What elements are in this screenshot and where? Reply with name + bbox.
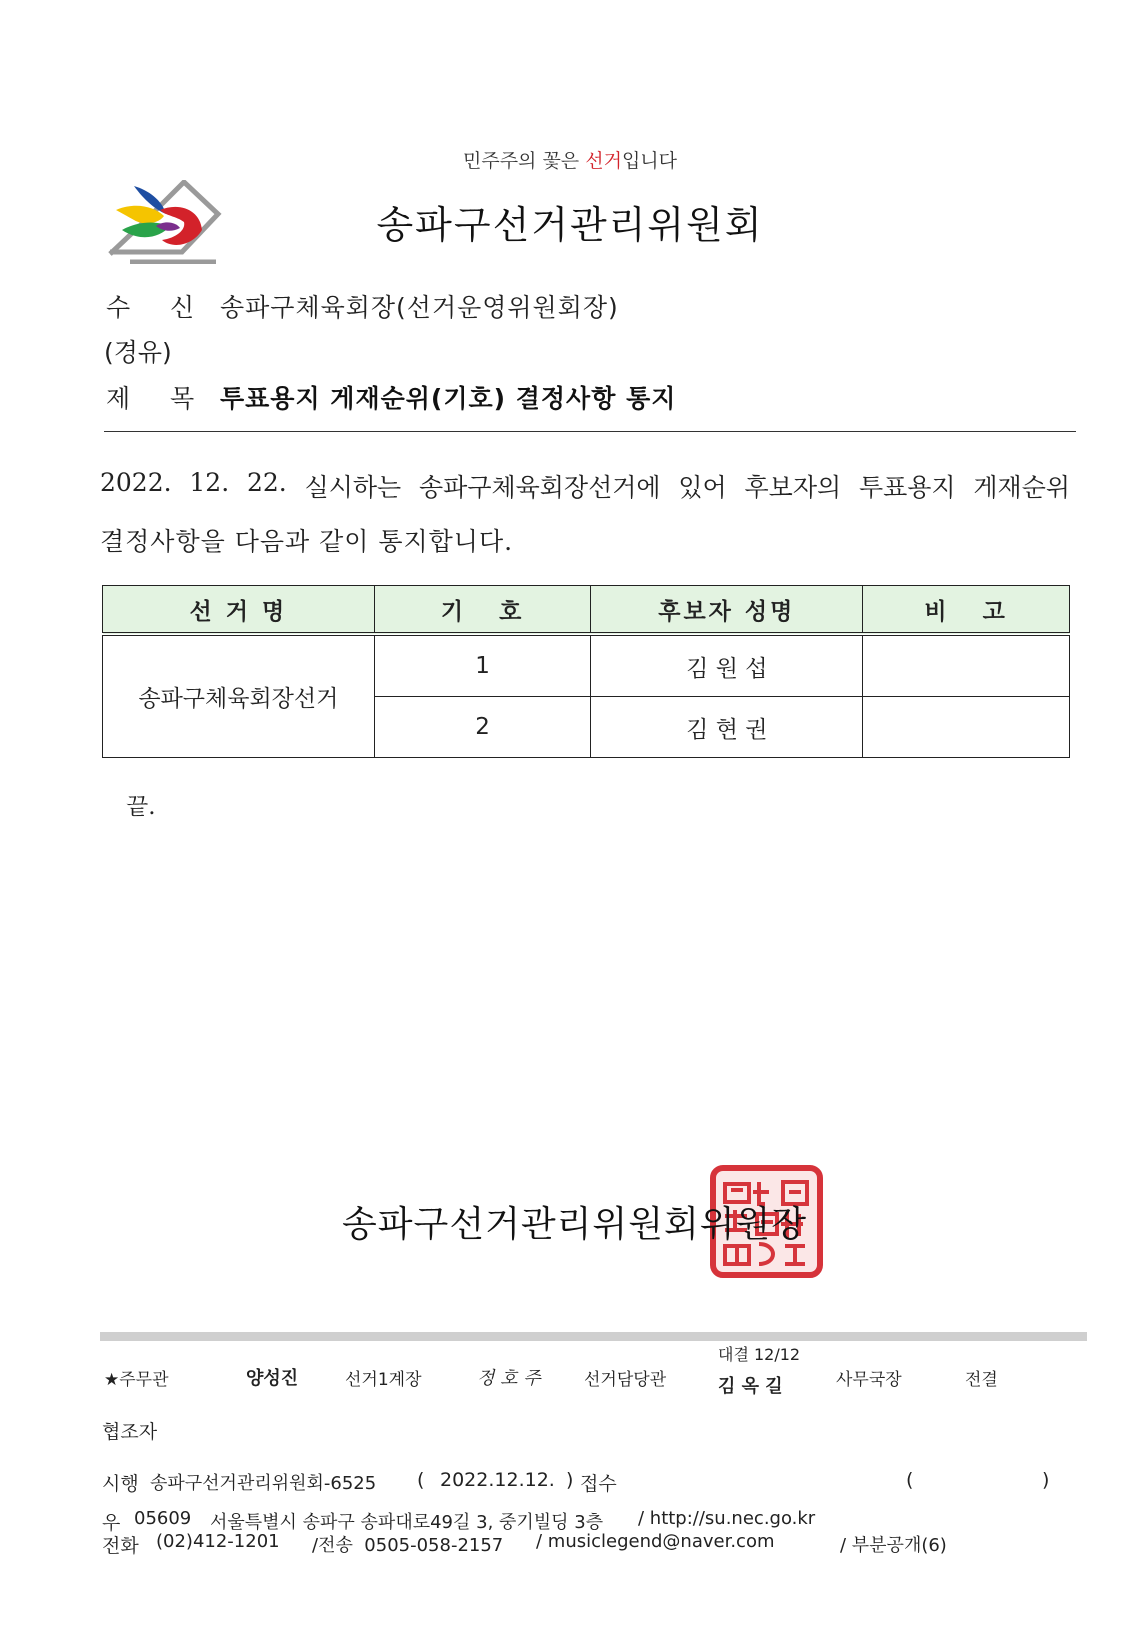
manager-label: 선거담당관 [584, 1370, 667, 1390]
receipt2-open: ( [906, 1469, 914, 1491]
postal-label: 우 [102, 1512, 121, 1534]
cooperator-label: 협조자 [102, 1421, 158, 1443]
website-link[interactable]: / http://su.nec.go.kr [638, 1508, 816, 1529]
body-line-2: 결정사항을 다음과 같이 통지합니다. [100, 527, 514, 556]
body-word: 후보자의 [744, 473, 842, 502]
slogan-prefix: 민주주의 꽃은 [463, 150, 586, 172]
receipt-open: ( [417, 1469, 425, 1491]
body-word: 실시하는 [304, 473, 402, 502]
slogan [0, 146, 1140, 173]
receipt2-close: ) [1042, 1469, 1050, 1491]
body-word: 22. [247, 468, 287, 497]
candidate-number-cell: 2 [374, 697, 591, 758]
candidate-name-cell: 김 원 섭 [591, 634, 863, 697]
table-row [103, 634, 1070, 697]
officer-label: ★주무관 [104, 1370, 169, 1390]
candidate-number-cell: 1 [374, 634, 591, 697]
candidate-name-cell: 김 현 권 [591, 697, 863, 758]
team-leader-label: 선거1계장 [345, 1370, 422, 1390]
team-leader-signature: 정 호 주 [477, 1368, 541, 1389]
fax-number: /전송 0505-058-2157 [312, 1535, 504, 1556]
body-word: 있어 [678, 473, 727, 502]
officer-signature: 양성진 [246, 1368, 299, 1389]
final-approval-label: 전결 [965, 1370, 998, 1390]
recipient-label: 수 신 [106, 293, 203, 322]
phone-number: (02)412-1201 [156, 1531, 280, 1552]
election-name-cell: 송파구체육회장선거 [103, 634, 375, 758]
sender-title: 송파구선거관리위원회위원장 [342, 1204, 808, 1245]
receipt-close: ) [566, 1469, 574, 1491]
subject-value: 투표용지 게재순위(기호) 결정사항 통지 [220, 384, 677, 413]
body-word: 투표용지 [858, 473, 956, 502]
phone-label: 전화 [102, 1535, 139, 1557]
header-candidate-name: 후보자 성명 [591, 586, 863, 635]
delegate-note: 대결 12/12 [718, 1345, 801, 1364]
header-number: 기 호 [374, 586, 591, 635]
header-note: 비 고 [863, 586, 1070, 635]
end-mark: 끝. [126, 794, 156, 820]
director-label: 사무국장 [836, 1370, 902, 1390]
postal-code: 05609 [134, 1508, 192, 1529]
address: 서울특별시 송파구 송파대로49길 3, 중기빌딩 3층 [210, 1512, 604, 1533]
header-election-name: 선 거 명 [103, 586, 375, 635]
receipt-date: 2022.12.12. [440, 1469, 555, 1491]
receipt-label: 접수 [580, 1473, 617, 1495]
enforcement-number: 송파구선거관리위원회-6525 [150, 1473, 377, 1494]
slogan-highlight: 선거 [585, 150, 622, 172]
body-word: 송파구체육회장선거에 [419, 473, 661, 502]
disclosure-level: / 부분공개(6) [840, 1535, 947, 1556]
body-word: 2022. [100, 468, 172, 497]
note-cell [863, 697, 1070, 758]
recipient-value: 송파구체육회장(선거운영위원회장) [220, 293, 619, 322]
body-word: 12. [189, 468, 230, 497]
email-link[interactable]: / musiclegend@naver.com [536, 1531, 775, 1552]
body-line-1 [100, 468, 1070, 504]
note-cell [863, 634, 1070, 697]
slogan-suffix: 입니다 [621, 150, 677, 172]
footer-divider [100, 1332, 1087, 1341]
org-title: 송파구선거관리위원회 [376, 203, 764, 247]
candidate-table [102, 585, 1070, 758]
table-header-row [103, 586, 1070, 635]
via-label: (경유) [104, 338, 172, 367]
manager-signature: 김 옥 길 [718, 1376, 783, 1397]
body-word: 게재순위 [973, 473, 1070, 502]
header-divider [104, 431, 1076, 432]
enforcement-label: 시행 [102, 1473, 139, 1495]
subject-label: 제 목 [106, 384, 203, 413]
